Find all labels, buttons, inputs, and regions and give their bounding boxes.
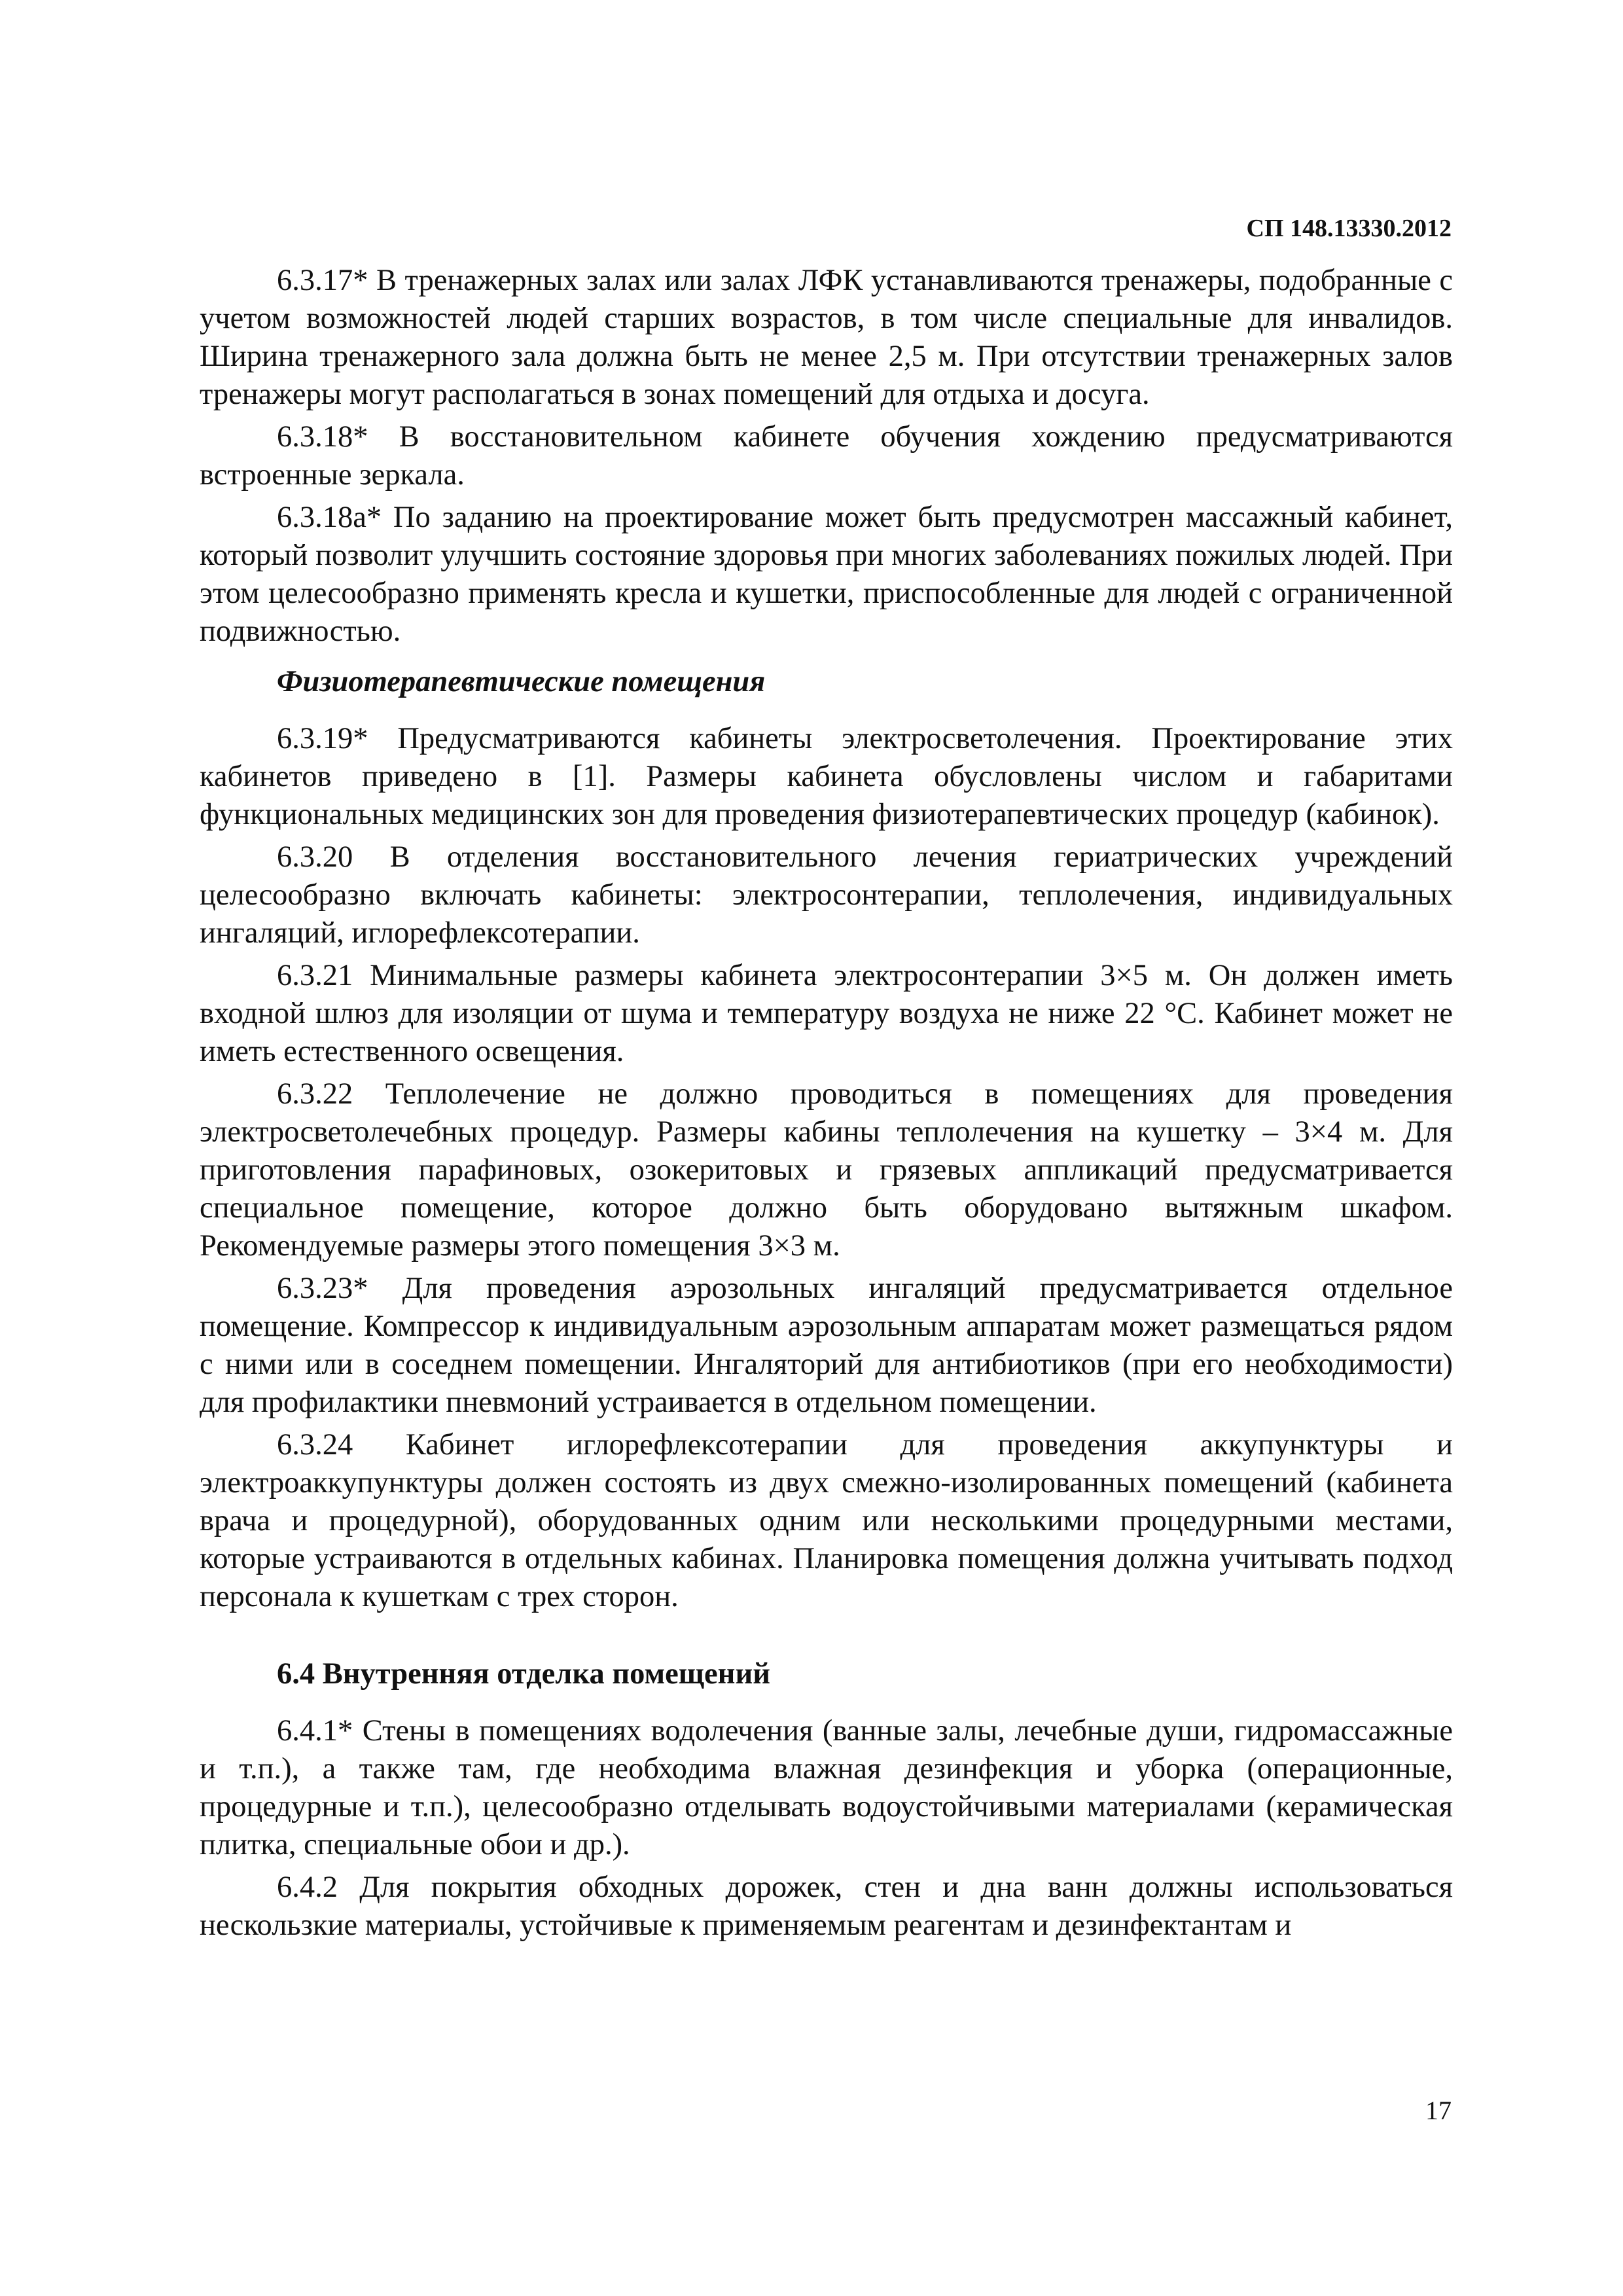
clause-6-3-18: 6.3.18* В восстановительном кабинете обучения хождению предусматриваются встроенные зеркала. [200,420,1453,492]
clause-6-4-1: 6.4.1* Стены в помещениях водолечения (ванные залы, лечебные души, гидромассажные и т.п.), а также там, где необходима влажная дезинфекция и уборка (операционные, процедурные и т.п.), целесообразно отделывать водоустойчивыми материалами (керамическая плитка, специальные обои и др.). [200,1714,1453,1861]
clause-6-3-20: 6.3.20 В отделения восстановительного лечения гериатрических учреждений целесообразно включать кабинеты: электросонтерапии, теплолечения, индивидуальных ингаляций, иглорефлексотерапии. [200,840,1453,950]
clause-6-3-21: 6.3.21 Минимальные размеры кабинета электросонтерапии 3×5 м. Он должен иметь входной шлюз для изоляции от шума и температуру воздуха не ниже 22 °С. Кабинет может не иметь естественного освещения. [200,959,1453,1068]
clause-6-3-22: 6.3.22 Теплолечение не должно проводиться в помещениях для проведения электросветолечебных процедур. Размеры кабины теплолечения на кушетку – 3×4 м. Для приготовления парафиновых, озокеритовых и грязевых аппликаций предусматривается специальное помещение, которое должно быть оборудовано вытяжным шкафом. Рекомендуемые размеры этого помещения 3×3 м. [200,1077,1453,1263]
page-body [200,262,1453,1949]
clause-6-4-2: 6.4.2 Для покрытия обходных дорожек, стен и дна ванн должны использоваться нескользкие материалы, устойчивые к применяемым реагентам и дезинфектантам и [200,1871,1453,1942]
section-heading-6-4: 6.4 Внутренняя отделка помещений [277,1657,771,1691]
document-code: СП 148.13330.2012 [1246,215,1452,242]
clause-6-3-23: 6.3.23* Для проведения аэрозольных ингаляций предусматривается отдельное помещение. Компрессор к индивидуальным аэрозольным аппаратам может размещаться рядом с ними или в соседнем помещении. Ингаляторий для антибиотиков (при его необходимости) для профилактики пневмоний устраивается в отдельном помещении. [200,1272,1453,1419]
page-number: 17 [1425,2096,1452,2125]
clause-6-3-17: 6.3.17* В тренажерных залах или залах ЛФК устанавливаются тренажеры, подобранные с учетом возможностей людей старших возрастов, в том числе специальные для инвалидов. Ширина тренажерного зала должна быть не менее 2,5 м. При отсутствии тренажерных залов тренажеры могут располагаться в зонах помещений для отдыха и досуга. [200,264,1453,411]
clause-6-3-24: 6.3.24 Кабинет иглорефлексотерапии для проведения аккупунктуры и электроаккупунктуры должен состоять из двух смежно-изолированных помещений (кабинета врача и процедурной), оборудованных одним или несколькими процедурными местами, которые устраиваются в отдельных кабинах. Планировка помещения должна учитывать подход персонала к кушеткам с трех сторон. [200,1428,1453,1613]
clause-6-3-19: 6.3.19* Предусматриваются кабинеты электросветолечения. Проектирование этих кабинетов приведено в [1]. Размеры кабинета обусловлены числом и габаритами функциональных медицинских зон для проведения физиотерапевтических процедур (кабинок). [200,722,1453,831]
clause-6-3-18a: 6.3.18а* По заданию на проектирование может быть предусмотрен массажный кабинет, который позволит улучшить состояние здоровья при многих заболеваниях пожилых людей. При этом целесообразно применять кресла и кушетки, приспособленные для людей с ограниченной подвижностью. [200,501,1453,648]
physiotherapy-subheading: Физиотерапевтические помещения [277,665,766,698]
